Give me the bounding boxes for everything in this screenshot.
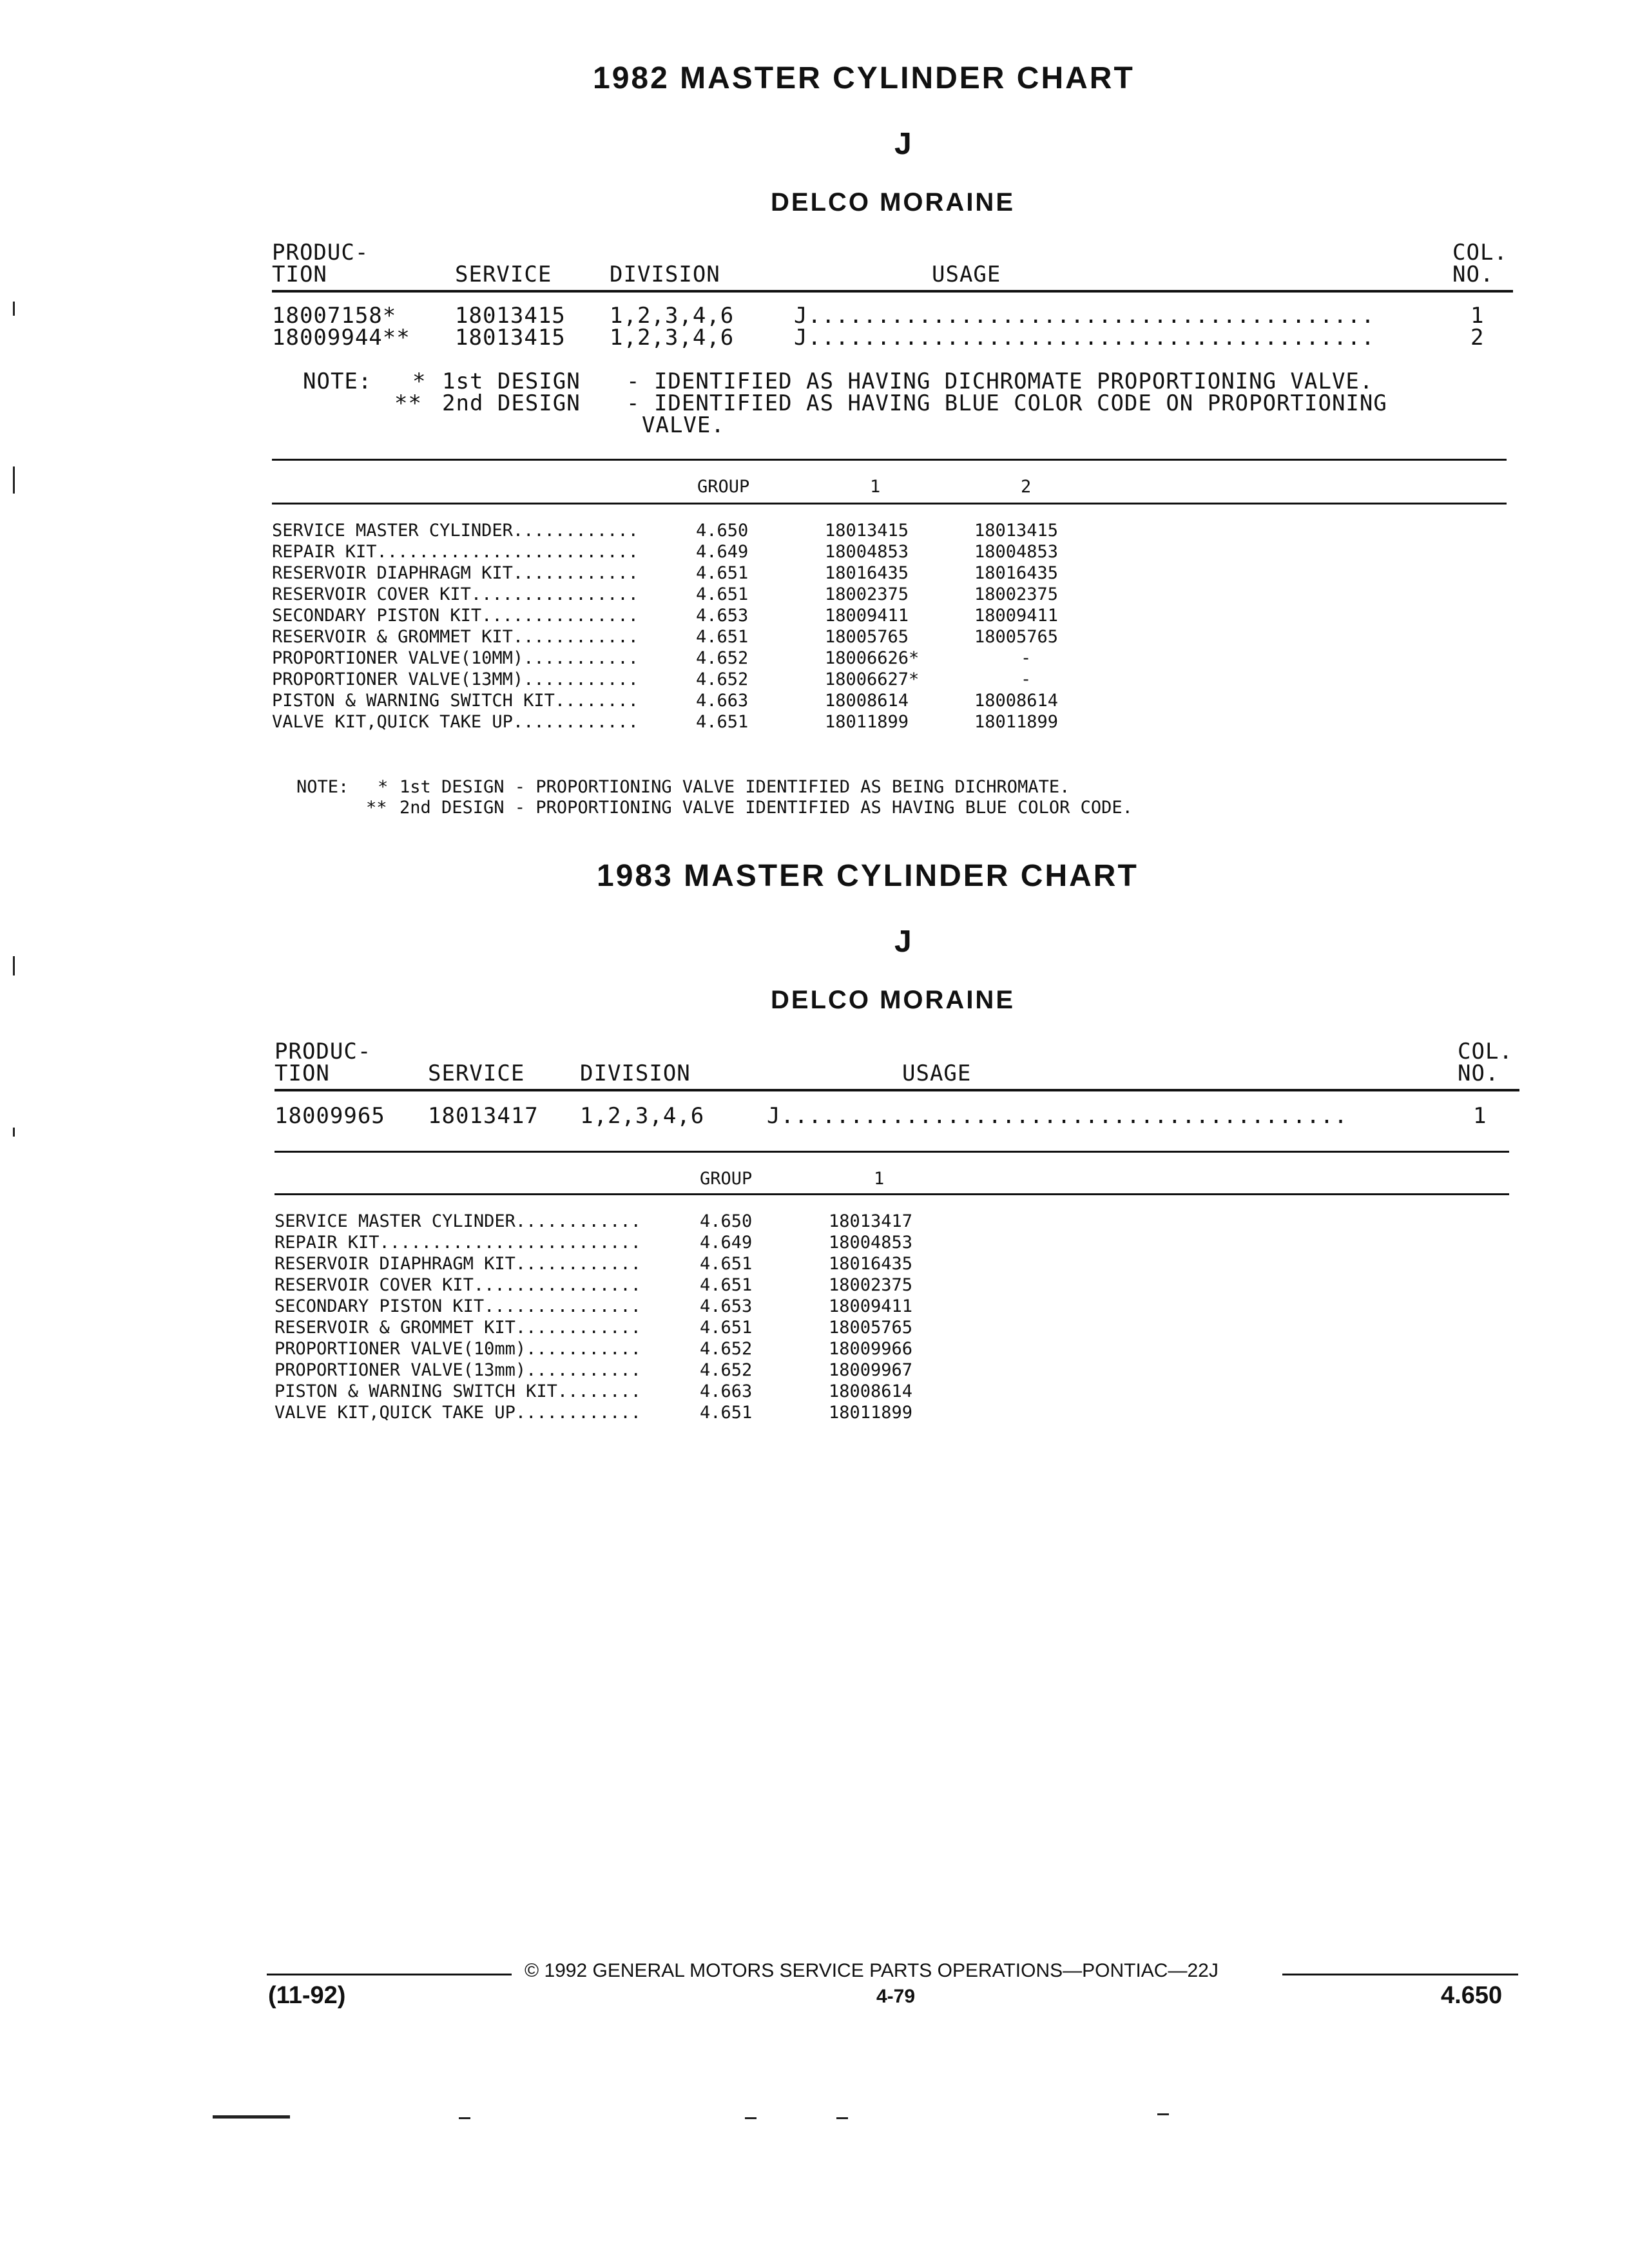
header-division: DIVISION (580, 1061, 691, 1086)
header-col-2: NO. (1452, 262, 1494, 287)
part-group: 4.650 (700, 1211, 753, 1231)
division-list: 1,2,3,4,6 (610, 325, 735, 351)
footnote-text: 2nd DESIGN - PROPORTIONING VALVE IDENTIFIED AS HAVING BLUE COLOR CODE. (400, 798, 1133, 818)
part-col-1: 18006626* (825, 648, 920, 668)
part-col-1: 18016435 (829, 1254, 913, 1274)
part-col-1: 18009966 (829, 1339, 913, 1359)
part-group: 4.663 (696, 691, 749, 711)
part-name: SERVICE MASTER CYLINDER............ (272, 521, 639, 541)
part-group: 4.651 (696, 712, 749, 732)
chart-1982-series: J (894, 127, 914, 161)
part-col-2: 18016435 (974, 563, 1059, 583)
part-col-1: 18011899 (825, 712, 909, 732)
note-text: - IDENTIFIED AS HAVING BLUE COLOR CODE ON PROPORTIONING (626, 390, 1387, 416)
part-name: PROPORTIONER VALVE(13mm)........... (275, 1360, 641, 1380)
part-col-2: 18011899 (974, 712, 1059, 732)
note-design: 1st DESIGN (442, 369, 581, 394)
part-col-1: 18004853 (829, 1233, 913, 1253)
header-division: DIVISION (610, 262, 720, 287)
chart-1983-series: J (894, 925, 914, 959)
part-col-1: 18008614 (829, 1381, 913, 1401)
divider (275, 1193, 1509, 1195)
part-name: RESERVOIR & GROMMET KIT............ (272, 627, 639, 647)
scan-mark (13, 302, 15, 316)
part-name: SECONDARY PISTON KIT............... (275, 1296, 641, 1316)
part-group: 4.652 (696, 648, 749, 668)
footnote-marker: * (378, 777, 389, 797)
part-name: VALVE KIT,QUICK TAKE UP............ (272, 712, 639, 732)
part-group: 4.649 (696, 542, 749, 562)
part-group: 4.651 (696, 563, 749, 583)
part-col-2: 18004853 (974, 542, 1059, 562)
part-name: RESERVOIR COVER KIT................ (275, 1275, 641, 1295)
part-col-1: 18006627* (825, 669, 920, 689)
part-name: REPAIR KIT......................... (275, 1233, 641, 1253)
note-marker: ** (394, 390, 422, 416)
usage-text: J......................................... (767, 1103, 1348, 1129)
part-name: RESERVOIR DIAPHRAGM KIT............ (272, 563, 639, 583)
part-group: 4.651 (696, 627, 749, 647)
part-col-2: - (1021, 669, 1032, 689)
part-col-1: 18002375 (825, 584, 909, 604)
part-col-1: 18004853 (825, 542, 909, 562)
part-col-1: 18016435 (825, 563, 909, 583)
footnote-text: 1st DESIGN - PROPORTIONING VALVE IDENTIFIED AS BEING DICHROMATE. (400, 777, 1070, 797)
note-marker: * (412, 369, 427, 394)
part-group: 4.651 (696, 584, 749, 604)
divider (275, 1151, 1509, 1153)
part-name: VALVE KIT,QUICK TAKE UP............ (275, 1403, 641, 1423)
header-col-1: COL. (1458, 1039, 1513, 1064)
part-col-1: 18005765 (829, 1318, 913, 1338)
scan-mark (13, 956, 15, 975)
header-usage: USAGE (902, 1061, 972, 1086)
division-list: 1,2,3,4,6 (610, 303, 735, 329)
part-col-2: - (1021, 648, 1032, 668)
service-number: 18013415 (455, 325, 566, 351)
group-header-col-1: 1 (874, 1169, 885, 1189)
service-number: 18013415 (455, 303, 566, 329)
divider (275, 1089, 1519, 1091)
part-group: 4.653 (700, 1296, 753, 1316)
divider (272, 503, 1507, 505)
part-name: REPAIR KIT......................... (272, 542, 639, 562)
part-group: 4.652 (696, 669, 749, 689)
note-design: 2nd DESIGN (442, 390, 581, 416)
divider (272, 290, 1513, 293)
header-service: SERVICE (455, 262, 552, 287)
part-name: SECONDARY PISTON KIT............... (272, 606, 639, 626)
footer-copyright: © 1992 GENERAL MOTORS SERVICE PARTS OPERATIONS—PONTIAC—22J (525, 1960, 1219, 1981)
group-header-label: GROUP (697, 477, 750, 497)
production-number: 18007158* (272, 303, 397, 329)
part-col-1: 18005765 (825, 627, 909, 647)
usage-text: J......................................... (794, 303, 1375, 329)
part-group: 4.652 (700, 1339, 753, 1359)
scan-mark (1157, 2113, 1169, 2115)
header-production-1: PRODUC- (275, 1039, 372, 1064)
part-col-1: 18002375 (829, 1275, 913, 1295)
footnote-label: NOTE: (296, 777, 349, 797)
group-header-label: GROUP (700, 1169, 753, 1189)
group-header-col-1: 1 (870, 477, 881, 497)
part-group: 4.663 (700, 1381, 753, 1401)
part-col-1: 18009411 (825, 606, 909, 626)
header-production-2: TION (272, 262, 327, 287)
chart-1982-make: DELCO MORAINE (771, 188, 1015, 216)
header-production-2: TION (275, 1061, 330, 1086)
part-group: 4.652 (700, 1360, 753, 1380)
part-col-2: 18013415 (974, 521, 1059, 541)
part-group: 4.650 (696, 521, 749, 541)
chart-1982-title: 1982 MASTER CYLINDER CHART (593, 61, 1135, 95)
part-col-1: 18013415 (825, 521, 909, 541)
part-group: 4.651 (700, 1403, 753, 1423)
part-group: 4.651 (700, 1254, 753, 1274)
note-text: - IDENTIFIED AS HAVING DICHROMATE PROPORTIONING VALVE. (626, 369, 1374, 394)
part-col-2: 18009411 (974, 606, 1059, 626)
part-group: 4.651 (700, 1275, 753, 1295)
part-name: RESERVOIR DIAPHRAGM KIT............ (275, 1254, 641, 1274)
col-number: 1 (1473, 1103, 1487, 1129)
header-col-1: COL. (1452, 240, 1508, 265)
scan-mark (745, 2117, 757, 2119)
part-name: PROPORTIONER VALVE(10MM)........... (272, 648, 639, 668)
part-col-2: 18002375 (974, 584, 1059, 604)
divider (272, 459, 1507, 461)
scan-mark (13, 466, 15, 494)
part-name: PROPORTIONER VALVE(13MM)........... (272, 669, 639, 689)
note-continuation: VALVE. (642, 412, 725, 438)
header-service: SERVICE (428, 1061, 525, 1086)
note-label: NOTE: (303, 369, 372, 394)
part-name: RESERVOIR & GROMMET KIT............ (275, 1318, 641, 1338)
division-list: 1,2,3,4,6 (580, 1103, 705, 1129)
part-col-2: 18005765 (974, 627, 1059, 647)
part-col-1: 18009411 (829, 1296, 913, 1316)
part-group: 4.653 (696, 606, 749, 626)
footer-rule-right (1282, 1974, 1518, 1975)
header-usage: USAGE (932, 262, 1001, 287)
part-col-2: 18008614 (974, 691, 1059, 711)
footnote-marker: ** (366, 798, 387, 818)
footer-section-number: 4.650 (1441, 1982, 1503, 2009)
header-production-1: PRODUC- (272, 240, 369, 265)
scan-mark (459, 2117, 470, 2119)
part-name: RESERVOIR COVER KIT................ (272, 584, 639, 604)
scan-mark (13, 1128, 15, 1137)
part-group: 4.649 (700, 1233, 753, 1253)
scan-mark (213, 2115, 290, 2119)
production-number: 18009944** (272, 325, 410, 351)
chart-1983-make: DELCO MORAINE (771, 986, 1015, 1014)
footer-page-number: 4-79 (876, 1986, 916, 2007)
part-name: PROPORTIONER VALVE(10mm)........... (275, 1339, 641, 1359)
part-col-1: 18011899 (829, 1403, 913, 1423)
part-col-1: 18009967 (829, 1360, 913, 1380)
part-group: 4.651 (700, 1318, 753, 1338)
usage-text: J......................................... (794, 325, 1375, 351)
production-number: 18009965 (275, 1103, 385, 1129)
service-number: 18013417 (428, 1103, 539, 1129)
scan-mark (836, 2117, 848, 2119)
footer-date: (11-92) (268, 1982, 346, 2009)
part-name: SERVICE MASTER CYLINDER............ (275, 1211, 641, 1231)
col-number: 1 (1470, 303, 1485, 329)
col-number: 2 (1470, 325, 1485, 351)
part-col-1: 18013417 (829, 1211, 913, 1231)
part-name: PISTON & WARNING SWITCH KIT........ (275, 1381, 641, 1401)
group-header-col-2: 2 (1021, 477, 1032, 497)
chart-1983-title: 1983 MASTER CYLINDER CHART (597, 859, 1139, 893)
footer-rule-left (267, 1974, 512, 1975)
part-name: PISTON & WARNING SWITCH KIT........ (272, 691, 639, 711)
header-col-2: NO. (1458, 1061, 1499, 1086)
part-col-1: 18008614 (825, 691, 909, 711)
